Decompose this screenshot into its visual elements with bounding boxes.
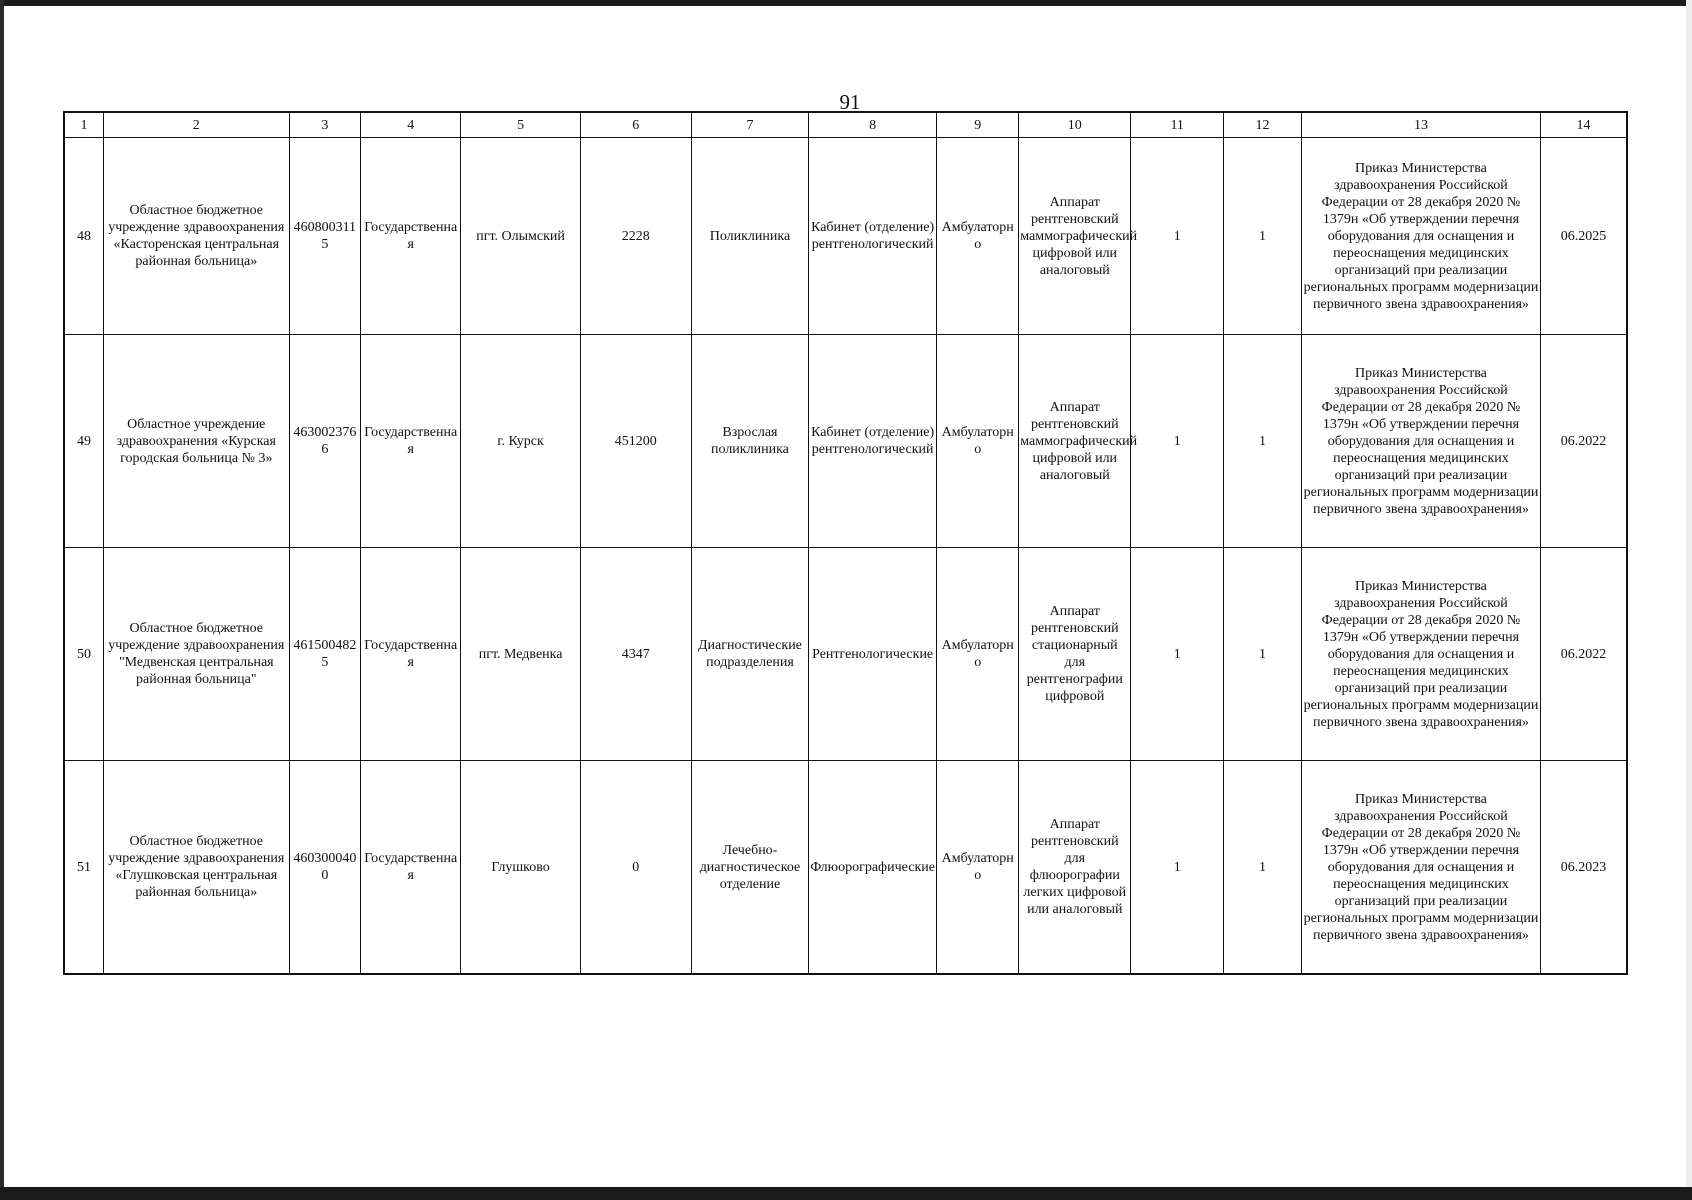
column-number: 7	[691, 112, 808, 138]
column-number: 13	[1301, 112, 1540, 138]
equipment: Аппарат рентгеновский для флюорографии легких цифровой или аналоговый	[1019, 761, 1131, 975]
ownership: Государственная	[361, 138, 461, 335]
scan-edge-left	[0, 0, 4, 1200]
equipment: Аппарат рентгеновский стационарный для рентгенографии цифровой	[1019, 548, 1131, 761]
department: Рентгенологические	[809, 548, 937, 761]
organization-name: Областное бюджетное учреждение здравоохранения "Медвенская центральная районная больница"	[103, 548, 289, 761]
organization-code: 4603000400	[289, 761, 360, 975]
care-type: Амбулаторно	[937, 548, 1019, 761]
planned-date: 06.2022	[1540, 548, 1627, 761]
organization-name: Областное учреждение здравоохранения «Курская городская больница № 3»	[103, 335, 289, 548]
legal-basis: Приказ Министерства здравоохранения Российской Федерации от 28 декабря 2020 № 1379н «Об утверждении перечня оборудования для оснащения и переоснащения медицинских организаций при реализации региональных программ модернизации первичного звена здравоохранения»	[1301, 138, 1540, 335]
equipment: Аппарат рентгеновский маммографический цифровой или аналоговый	[1019, 138, 1131, 335]
division: Поликлиника	[691, 138, 808, 335]
table-row	[64, 138, 1627, 335]
planned-date: 06.2022	[1540, 335, 1627, 548]
column-number: 12	[1224, 112, 1302, 138]
column-number: 4	[361, 112, 461, 138]
column-number: 3	[289, 112, 360, 138]
column-number-row	[64, 112, 1627, 138]
legal-basis: Приказ Министерства здравоохранения Российской Федерации от 28 декабря 2020 № 1379н «Об утверждении перечня оборудования для оснащения и переоснащения медицинских организаций при реализации региональных программ модернизации первичного звена здравоохранения»	[1301, 761, 1540, 975]
population: 4347	[580, 548, 691, 761]
quantity-col11: 1	[1131, 761, 1224, 975]
planned-date: 06.2025	[1540, 138, 1627, 335]
quantity-col12: 1	[1224, 138, 1302, 335]
table-row	[64, 761, 1627, 975]
row-number: 51	[64, 761, 103, 975]
department: Кабинет (отделение) рентгенологический	[809, 335, 937, 548]
column-number: 1	[64, 112, 103, 138]
column-number: 6	[580, 112, 691, 138]
care-type: Амбулаторно	[937, 335, 1019, 548]
organization-code: 4615004825	[289, 548, 360, 761]
quantity-col12: 1	[1224, 548, 1302, 761]
row-number: 49	[64, 335, 103, 548]
locality: Глушково	[461, 761, 580, 975]
quantity-col11: 1	[1131, 335, 1224, 548]
page-number: 91	[839, 90, 861, 114]
table-row	[64, 335, 1627, 548]
organization-code: 4630023766	[289, 335, 360, 548]
scan-edge-bottom	[0, 1187, 1692, 1200]
equipment: Аппарат рентгеновский маммографический цифровой или аналоговый	[1019, 335, 1131, 548]
column-number: 14	[1540, 112, 1627, 138]
column-number: 11	[1131, 112, 1224, 138]
column-number: 10	[1019, 112, 1131, 138]
scan-edge-right	[1686, 0, 1692, 1200]
equipment-table	[63, 111, 1628, 975]
column-number: 8	[809, 112, 937, 138]
division: Взрослая поликлиника	[691, 335, 808, 548]
division: Лечебно-диагностическое отделение	[691, 761, 808, 975]
care-type: Амбулаторно	[937, 761, 1019, 975]
row-number: 48	[64, 138, 103, 335]
row-number: 50	[64, 548, 103, 761]
column-number: 2	[103, 112, 289, 138]
care-type: Амбулаторно	[937, 138, 1019, 335]
quantity-col12: 1	[1224, 761, 1302, 975]
table-row	[64, 548, 1627, 761]
department: Флюорографические	[809, 761, 937, 975]
population: 451200	[580, 335, 691, 548]
column-number: 9	[937, 112, 1019, 138]
population: 0	[580, 761, 691, 975]
quantity-col11: 1	[1131, 548, 1224, 761]
legal-basis: Приказ Министерства здравоохранения Российской Федерации от 28 декабря 2020 № 1379н «Об утверждении перечня оборудования для оснащения и переоснащения медицинских организаций при реализации региональных программ модернизации первичного звена здравоохранения»	[1301, 335, 1540, 548]
division: Диагностические подразделения	[691, 548, 808, 761]
organization-name: Областное бюджетное учреждение здравоохранения «Глушковская центральная районная больница»	[103, 761, 289, 975]
locality: пгт. Медвенка	[461, 548, 580, 761]
department: Кабинет (отделение) рентгенологический	[809, 138, 937, 335]
ownership: Государственная	[361, 335, 461, 548]
column-number: 5	[461, 112, 580, 138]
locality: г. Курск	[461, 335, 580, 548]
organization-name: Областное бюджетное учреждение здравоохранения «Касторенская центральная районная больница»	[103, 138, 289, 335]
quantity-col11: 1	[1131, 138, 1224, 335]
ownership: Государственная	[361, 761, 461, 975]
population: 2228	[580, 138, 691, 335]
ownership: Государственная	[361, 548, 461, 761]
locality: пгт. Олымский	[461, 138, 580, 335]
organization-code: 4608003115	[289, 138, 360, 335]
planned-date: 06.2023	[1540, 761, 1627, 975]
scan-edge-top	[0, 0, 1692, 6]
quantity-col12: 1	[1224, 335, 1302, 548]
legal-basis: Приказ Министерства здравоохранения Российской Федерации от 28 декабря 2020 № 1379н «Об утверждении перечня оборудования для оснащения и переоснащения медицинских организаций при реализации региональных программ модернизации первичного звена здравоохранения»	[1301, 548, 1540, 761]
